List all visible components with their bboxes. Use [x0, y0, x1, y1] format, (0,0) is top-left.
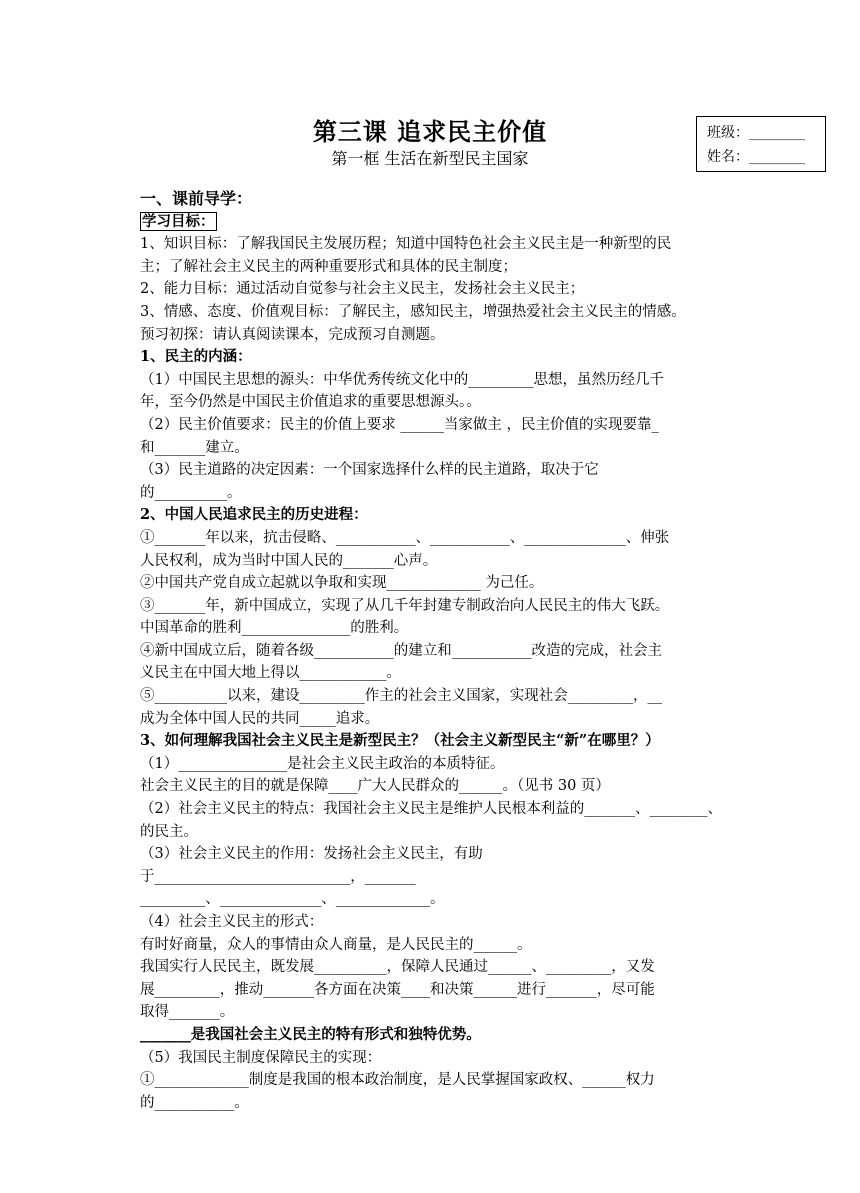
lesson-title: 第三课 追求民主价值: [312, 117, 548, 146]
line: 1、知识目标：了解我国民主发展历程；知道中国特色社会主义民主是一种新型的民: [140, 236, 672, 253]
subsection-heading: 3、如何理解我国社会主义民主是新型民主？（社会主义新型民主“新”在哪里？）: [140, 732, 660, 750]
line: 的民主。: [140, 823, 198, 840]
fill-line[interactable]: 义民主在中国大地上得以____________。: [140, 665, 401, 682]
fill-line[interactable]: 有时好商量，众人的事情由众人商量，是人民民主的______。: [140, 936, 532, 953]
fill-line[interactable]: （2）民主价值要求：民主的价值上要求 ______当家做主 ，民主价值的实现要靠_: [140, 416, 659, 433]
fill-line[interactable]: 的___________。: [140, 1094, 249, 1111]
lesson-subtitle: 第一框 生活在新型民主国家: [331, 149, 529, 168]
fill-line[interactable]: 我国实行人民民主，既发展__________，保障人民通过______、_________，又发: [140, 959, 655, 976]
line: 主；了解社会主义民主的两种重要形式和具体的民主制度；: [140, 258, 517, 275]
fill-line[interactable]: （1）_______________是社会主义民主政治的本质特征。: [140, 755, 505, 772]
fill-line[interactable]: 人民权利，成为当时中国人民的_______心声。: [140, 552, 438, 569]
fill-line[interactable]: 取得_______。: [140, 1004, 235, 1021]
fill-line[interactable]: 社会主义民主的目的就是保障____广大人民群众的______。（见书 30 页）: [140, 778, 610, 795]
line: 年，至今仍然是中国民主价值追求的重要思想源头。。: [140, 394, 481, 411]
line: 2、能力目标：通过活动自觉参与社会主义民主，发扬社会主义民主；: [140, 281, 585, 298]
student-info-box: [696, 116, 826, 172]
line: （4）社会主义民主的形式：: [140, 914, 324, 930]
fill-line[interactable]: 成为全体中国人民的共同_____追求。: [140, 710, 380, 727]
fill-line[interactable]: 的__________。: [140, 484, 242, 501]
fill-line[interactable]: （1）中国民主思想的源头：中华优秀传统文化中的_________思想，虽然历经几千: [140, 371, 664, 388]
line: （3）社会主义民主的作用：发扬社会主义民主，有助: [140, 846, 483, 863]
section-heading: 一、课前导学：: [140, 189, 253, 208]
fill-line[interactable]: _________、______________、_____________。: [140, 891, 445, 908]
fill-line[interactable]: ④新中国成立后，随着各级___________的建立和___________改造的完成，社会主: [140, 642, 662, 659]
fill-line[interactable]: 于___________________________，_______: [140, 868, 416, 885]
line: 3、情感、态度、价值观目标：了解民主，感知民主，增强热爱社会主义民主的情感。: [140, 303, 686, 320]
fill-line[interactable]: 展_________，推动_______各方面在决策____和决策______进行_______，尽可能: [140, 981, 655, 998]
line: [140, 211, 728, 234]
boxed-heading: 学习目标：: [142, 212, 215, 230]
subsection-heading: 1、民主的内涵：: [140, 348, 252, 366]
name-field[interactable]: 姓名：________: [707, 149, 805, 165]
fill-line[interactable]: 中国革命的胜利_______________的胜利。: [140, 620, 409, 637]
fill-line[interactable]: ⑤__________以来，建设_________作主的社会主义国家，实现社会_________，__: [140, 688, 662, 705]
fill-line[interactable]: （2）社会主义民主的特点：我国社会主义民主是维护人民根本利益的_______、________、: [140, 801, 722, 818]
line: 预习初探：请认真阅读课本，完成预习自测题。: [140, 326, 445, 343]
line: （3）民主道路的决定因素：一个国家选择什么样的民主道路，取决于它: [140, 462, 599, 479]
fill-line[interactable]: ③_______年，新中国成立，实现了从几千年封建专制政治向人民民主的伟大飞跃。: [140, 597, 670, 614]
fill-line[interactable]: 和_______建立。: [140, 439, 249, 456]
worksheet-body: [140, 188, 728, 1114]
subsection-heading: 2、中国人民追求民主的历史进程：: [140, 506, 368, 524]
fill-line[interactable]: ②中国共产党自成立起就以争取和实现_____________ 为己任。: [140, 575, 544, 592]
class-field[interactable]: 班级：________: [707, 125, 805, 141]
fill-line[interactable]: ①_____________制度是我国的根本政治制度，是人民掌握国家政权、______权力: [140, 1072, 655, 1089]
fill-line[interactable]: _______是我国社会主义民主的特有形式和独特优势。: [140, 1025, 481, 1043]
line: （5）我国民主制度保障民主的实现：: [140, 1049, 382, 1066]
fill-line[interactable]: ①_______年以来，抗击侵略、___________、___________、______________、伸张: [140, 529, 670, 546]
